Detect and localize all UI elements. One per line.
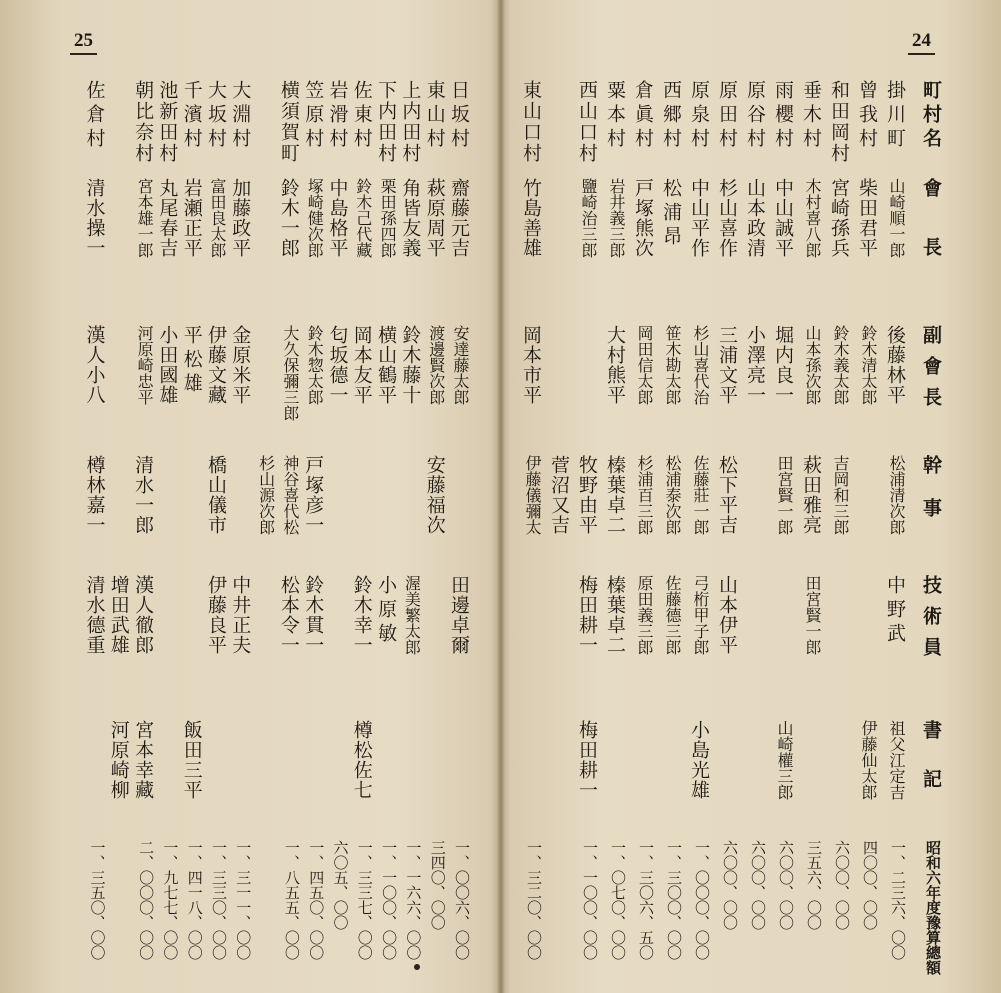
cell-secretary [391, 455, 419, 585]
cell-village: 岩滑村 [326, 80, 349, 152]
cell-budget: 一、四一八、〇〇 [185, 840, 202, 960]
header-village: 町村名 [920, 80, 942, 152]
village-column [876, 80, 904, 960]
cell-engineer: 鈴木幸一 [350, 575, 373, 655]
cell-engineer: 榛葉卓二 [604, 575, 626, 655]
cell-clerk: 山崎權三郎 [775, 720, 794, 800]
cell-clerk [736, 720, 764, 830]
cell-vice: 岡田信太郎 [635, 325, 654, 405]
village-column [76, 80, 104, 960]
cell-engineer: 弓桁甲子郎 [691, 575, 710, 655]
cell-vice: 三浦文平 [716, 325, 738, 405]
cell-chief: 木村喜八郎 [803, 178, 822, 258]
cell-village: 上内田村 [399, 80, 422, 164]
cell-engineer: 伊藤良平 [205, 575, 227, 655]
cell-secretary: 松浦清次郎 [887, 455, 906, 535]
cell-chief: 中島格平 [326, 178, 349, 258]
cell-secretary: 神谷喜代松 [280, 455, 300, 535]
cell-chief: 加藤政平 [229, 178, 252, 258]
cell-vice: 漢人小八 [83, 325, 106, 405]
cell-secretary: 榛葉卓二 [604, 455, 626, 535]
cell-engineer: 增田武雄 [107, 575, 130, 655]
cell-vice: 鈴木清太郎 [859, 325, 878, 405]
cell-secretary: 松下平吉 [716, 455, 738, 535]
cell-clerk [76, 720, 104, 830]
cell-clerk [270, 720, 298, 830]
cell-chief: 杉山喜作 [716, 178, 738, 258]
cell-vice: 笹木勘太郎 [663, 325, 682, 405]
cell-clerk [596, 720, 624, 830]
village-column [736, 80, 764, 960]
cell-budget: 一、二三六、〇〇 [889, 840, 905, 960]
cell-chief: 戸塚熊次 [632, 178, 654, 258]
village-column [624, 80, 652, 960]
cell-chief: 萩原周平 [423, 178, 446, 258]
cell-vice: 伊藤文藏 [205, 325, 227, 405]
cell-clerk [540, 720, 568, 830]
cell-budget: 一、〇〇六、〇〇 [453, 840, 469, 960]
cell-village: 日坂村 [448, 80, 470, 152]
cell-budget: 一、三一一、〇〇 [234, 840, 251, 960]
cell-budget: 一、三〇〇、〇〇 [665, 840, 681, 960]
cell-secretary: 杉山源次郎 [256, 455, 276, 535]
cell-secretary [343, 455, 371, 585]
cell-engineer: 山本伊平 [716, 575, 738, 655]
village-column [708, 80, 736, 960]
cell-engineer: 梅田耕一 [576, 575, 598, 655]
cell-chief: 栗田孫四郎 [378, 178, 398, 258]
cell-clerk [624, 720, 652, 830]
cell-engineer: 田邊卓爾 [448, 575, 470, 655]
cell-secretary: 菅沼又吉 [548, 455, 570, 535]
cell-village: 横須賀町 [277, 80, 300, 164]
cell-village: 朝比奈村 [132, 80, 155, 164]
cell-budget: 一、三二〇、〇〇 [525, 840, 541, 960]
cell-budget: 一、一〇〇、〇〇 [581, 840, 597, 960]
cell-secretary: 安藤福次 [423, 455, 446, 535]
cell-secretary: 吉岡和三郎 [831, 455, 850, 535]
cell-secretary: 戸塚彦一 [302, 455, 325, 535]
cell-vice [540, 325, 568, 451]
header-budget: 昭和六年度豫算總額 [924, 840, 942, 975]
cell-chief: 柴田君平 [856, 178, 878, 258]
cell-budget: 六〇〇、〇〇 [777, 840, 793, 930]
cell-village: 粟本村 [604, 80, 626, 152]
cell-village: 大淵村 [229, 80, 252, 152]
cell-budget: 六〇〇、〇〇 [749, 840, 765, 930]
cell-village: 下内田村 [375, 80, 398, 164]
cell-engineer: 中野武 [884, 575, 906, 647]
cell-vice: 金原米平 [229, 325, 252, 405]
cell-budget: 六〇五、〇〇 [331, 840, 348, 930]
cell-chief: 鈴木一郎 [277, 178, 300, 258]
cell-clerk [416, 720, 444, 830]
cell-clerk: 祖父江定吉 [887, 720, 906, 800]
village-column [596, 80, 624, 960]
cell-vice: 匂坂德一 [326, 325, 349, 405]
cell-budget: 一、三三〇、〇〇 [210, 840, 226, 960]
cell-village: 西郷村 [660, 80, 682, 152]
cell-clerk [708, 720, 736, 830]
cell-clerk [820, 720, 848, 830]
cell-budget: 三五六、〇〇 [805, 840, 821, 930]
village-column [124, 80, 155, 960]
cell-budget: 一、三五〇、〇〇 [88, 840, 105, 960]
cell-vice: 杉山喜代治 [691, 325, 710, 405]
village-column [792, 80, 820, 960]
header-secretary: 幹事 [920, 455, 942, 541]
cell-budget: 一、三〇六、五〇 [637, 840, 653, 960]
cell-budget [540, 840, 568, 960]
cell-vice [568, 325, 596, 451]
cell-vice: 平松雄 [180, 325, 203, 397]
village-column [764, 80, 792, 960]
village-column [680, 80, 708, 960]
cell-clerk [319, 720, 347, 830]
cell-village: 和田岡村 [828, 80, 850, 164]
header-chief: 會長 [920, 178, 942, 296]
cell-chief: 丸尾春吉 [156, 178, 179, 258]
cell-village: 垂木村 [800, 80, 822, 152]
cell-chief: 竹島善雄 [520, 178, 542, 258]
cell-secretary: 松浦泰次郎 [663, 455, 682, 535]
cell-chief: 松浦昂 [660, 178, 682, 250]
cell-village [540, 80, 568, 165]
cell-vice: 河原崎忠平 [135, 325, 155, 405]
cell-secretary: 樽林嘉一 [83, 455, 106, 535]
cell-secretary [367, 455, 395, 585]
cell-engineer: 原田義三郎 [635, 575, 654, 655]
cell-budget: 二、〇〇〇、〇〇 [137, 840, 154, 960]
cell-vice: 小澤亮一 [744, 325, 766, 405]
cell-village: 曾我村 [856, 80, 878, 152]
cell-engineer: 漢人徹郎 [132, 575, 155, 655]
cell-village: 原谷村 [744, 80, 766, 152]
cell-chief: 清水操一 [83, 178, 106, 258]
cell-clerk [246, 720, 274, 830]
cell-chief: 中山平作 [688, 178, 710, 258]
cell-chief: 角皆友義 [399, 178, 422, 258]
cell-budget: 四〇〇、〇〇 [861, 840, 877, 930]
cell-vice: 大村熊平 [604, 325, 626, 405]
cell-clerk: 伊藤仙太郎 [859, 720, 878, 800]
cell-budget: 一、四五〇、〇〇 [307, 840, 324, 960]
cell-chief: 齋藤元吉 [448, 178, 470, 258]
cell-village: 原田村 [716, 80, 738, 152]
cell-vice: 鈴木惣太郎 [305, 325, 325, 405]
cell-village: 千濱村 [180, 80, 203, 152]
cell-chief: 鈴木己代藏 [353, 178, 373, 258]
cell-clerk [294, 720, 322, 830]
cell-secretary: 田宮賢一郎 [775, 455, 794, 535]
cell-village: 掛川町 [884, 80, 906, 152]
cell-village: 雨櫻村 [772, 80, 794, 152]
cell-vice: 後藤林平 [884, 325, 906, 405]
cell-village: 原泉村 [688, 80, 710, 152]
cell-village: 佐東村 [350, 80, 373, 152]
cell-vice: 山本孫次郎 [803, 325, 822, 405]
cell-village: 笠原村 [302, 80, 325, 152]
cell-vice: 横山鶴平 [375, 325, 398, 405]
cell-village: 池新田村 [156, 80, 179, 164]
cell-clerk: 宮本幸藏 [132, 720, 155, 800]
cell-budget: 一、一六六、〇〇 [404, 840, 421, 960]
cell-secretary [173, 455, 201, 585]
cell-chief: 宮崎孫兵 [828, 178, 850, 258]
cell-chief [540, 178, 568, 304]
cell-vice: 鈴木藤十 [399, 325, 422, 405]
cell-clerk: 小島光雄 [688, 720, 710, 800]
cell-clerk [512, 720, 540, 830]
cell-vice: 鈴木義太郎 [831, 325, 850, 405]
cell-engineer [736, 575, 764, 700]
book-gutter [497, 0, 505, 993]
header-column [912, 80, 942, 975]
cell-chief: 中山誠平 [772, 178, 794, 258]
cell-clerk [221, 720, 249, 830]
cell-budget: 六〇〇、〇〇 [721, 840, 737, 930]
cell-engineer: 田宮賢一郎 [803, 575, 822, 655]
cell-vice: 安達藤太郎 [451, 325, 470, 405]
cell-vice: 渡邊賢次郎 [426, 325, 446, 405]
cell-clerk: 河原崎柳 [107, 720, 130, 800]
cell-engineer: 鈴木貫一 [302, 575, 325, 655]
header-engineer: 技術員 [920, 575, 942, 668]
page-number-left: 25 [70, 30, 97, 55]
cell-clerk [440, 720, 468, 830]
cell-budget: 三四〇、〇〇 [428, 840, 445, 930]
cell-village: 西山口村 [576, 80, 598, 164]
cell-budget: 一、〇七〇、〇〇 [609, 840, 625, 960]
cell-chief: 鹽崎治三郎 [579, 178, 598, 258]
cell-chief: 山本政清 [744, 178, 766, 258]
village-column [568, 80, 596, 960]
cell-vice: 岡本市平 [520, 325, 542, 405]
cell-secretary: 伊藤儀彌太 [523, 455, 542, 535]
cell-vice: 岡本友平 [350, 325, 373, 405]
cell-clerk [792, 720, 820, 830]
cell-village: 東山村 [423, 80, 446, 152]
cell-budget: 六〇〇、〇〇 [833, 840, 849, 930]
cell-engineer: 松本令一 [277, 575, 300, 655]
cell-secretary: 清水一郎 [132, 455, 155, 535]
cell-budget: 一、一〇〇、〇〇 [380, 840, 397, 960]
cell-budget: 一、九七七、〇〇 [161, 840, 178, 960]
cell-chief: 山崎順一郎 [887, 178, 906, 258]
cell-secretary [736, 455, 764, 585]
cell-engineer: 佐藤德三郎 [663, 575, 682, 655]
cell-village: 大坂村 [205, 80, 227, 152]
village-column [512, 80, 540, 960]
cell-vice: 小田國雄 [156, 325, 179, 405]
cell-chief: 富田良太郎 [208, 178, 227, 258]
cell-engineer: 渥美繁太郎 [402, 575, 422, 655]
cell-clerk: 梅田耕一 [576, 720, 598, 800]
cell-engineer [540, 575, 568, 700]
cell-chief: 宮本雄一郎 [135, 178, 155, 258]
cell-chief: 岩瀬正平 [180, 178, 203, 258]
cell-secretary: 杉浦百三郎 [635, 455, 654, 535]
cell-budget: 一、八五五、〇〇 [282, 840, 299, 960]
cell-secretary: 佐藤莊一郎 [691, 455, 710, 535]
cell-secretary: 萩田雅亮 [800, 455, 822, 535]
cell-budget: 一、〇〇〇、〇〇 [693, 840, 709, 960]
cell-budget: 一、三三七、〇〇 [355, 840, 372, 960]
village-column [820, 80, 848, 960]
cell-clerk [391, 720, 419, 830]
cell-chief: 塚崎健次郎 [305, 178, 325, 258]
header-clerk: 書記 [920, 720, 942, 818]
cell-engineer: 中井正夫 [229, 575, 252, 655]
ink-dot [414, 964, 420, 970]
cell-vice: 堀内良一 [772, 325, 794, 405]
cell-secretary [848, 455, 876, 585]
cell-village: 倉眞村 [632, 80, 654, 152]
cell-village: 佐倉村 [83, 80, 106, 152]
cell-village: 東山口村 [520, 80, 542, 164]
cell-clerk: 飯田三平 [180, 720, 203, 800]
cell-clerk: 樽松佐七 [350, 720, 373, 800]
village-column [652, 80, 680, 960]
cell-engineer [820, 575, 848, 700]
cell-engineer [764, 575, 792, 700]
cell-engineer [512, 575, 540, 700]
cell-chief: 岩井義三郎 [607, 178, 626, 258]
cell-vice: 大久保彌三郎 [280, 325, 300, 421]
cell-engineer [173, 575, 201, 700]
cell-clerk [652, 720, 680, 830]
cell-secretary: 牧野由平 [576, 455, 598, 535]
village-column [540, 80, 568, 960]
village-column [848, 80, 876, 960]
cell-engineer [848, 575, 876, 700]
cell-secretary: 橋山儀市 [205, 455, 227, 535]
cell-engineer: 小原敏 [375, 575, 398, 647]
header-vice: 副會長 [920, 325, 942, 418]
cell-engineer: 清水德重 [83, 575, 106, 655]
page-number-right: 24 [908, 30, 935, 55]
